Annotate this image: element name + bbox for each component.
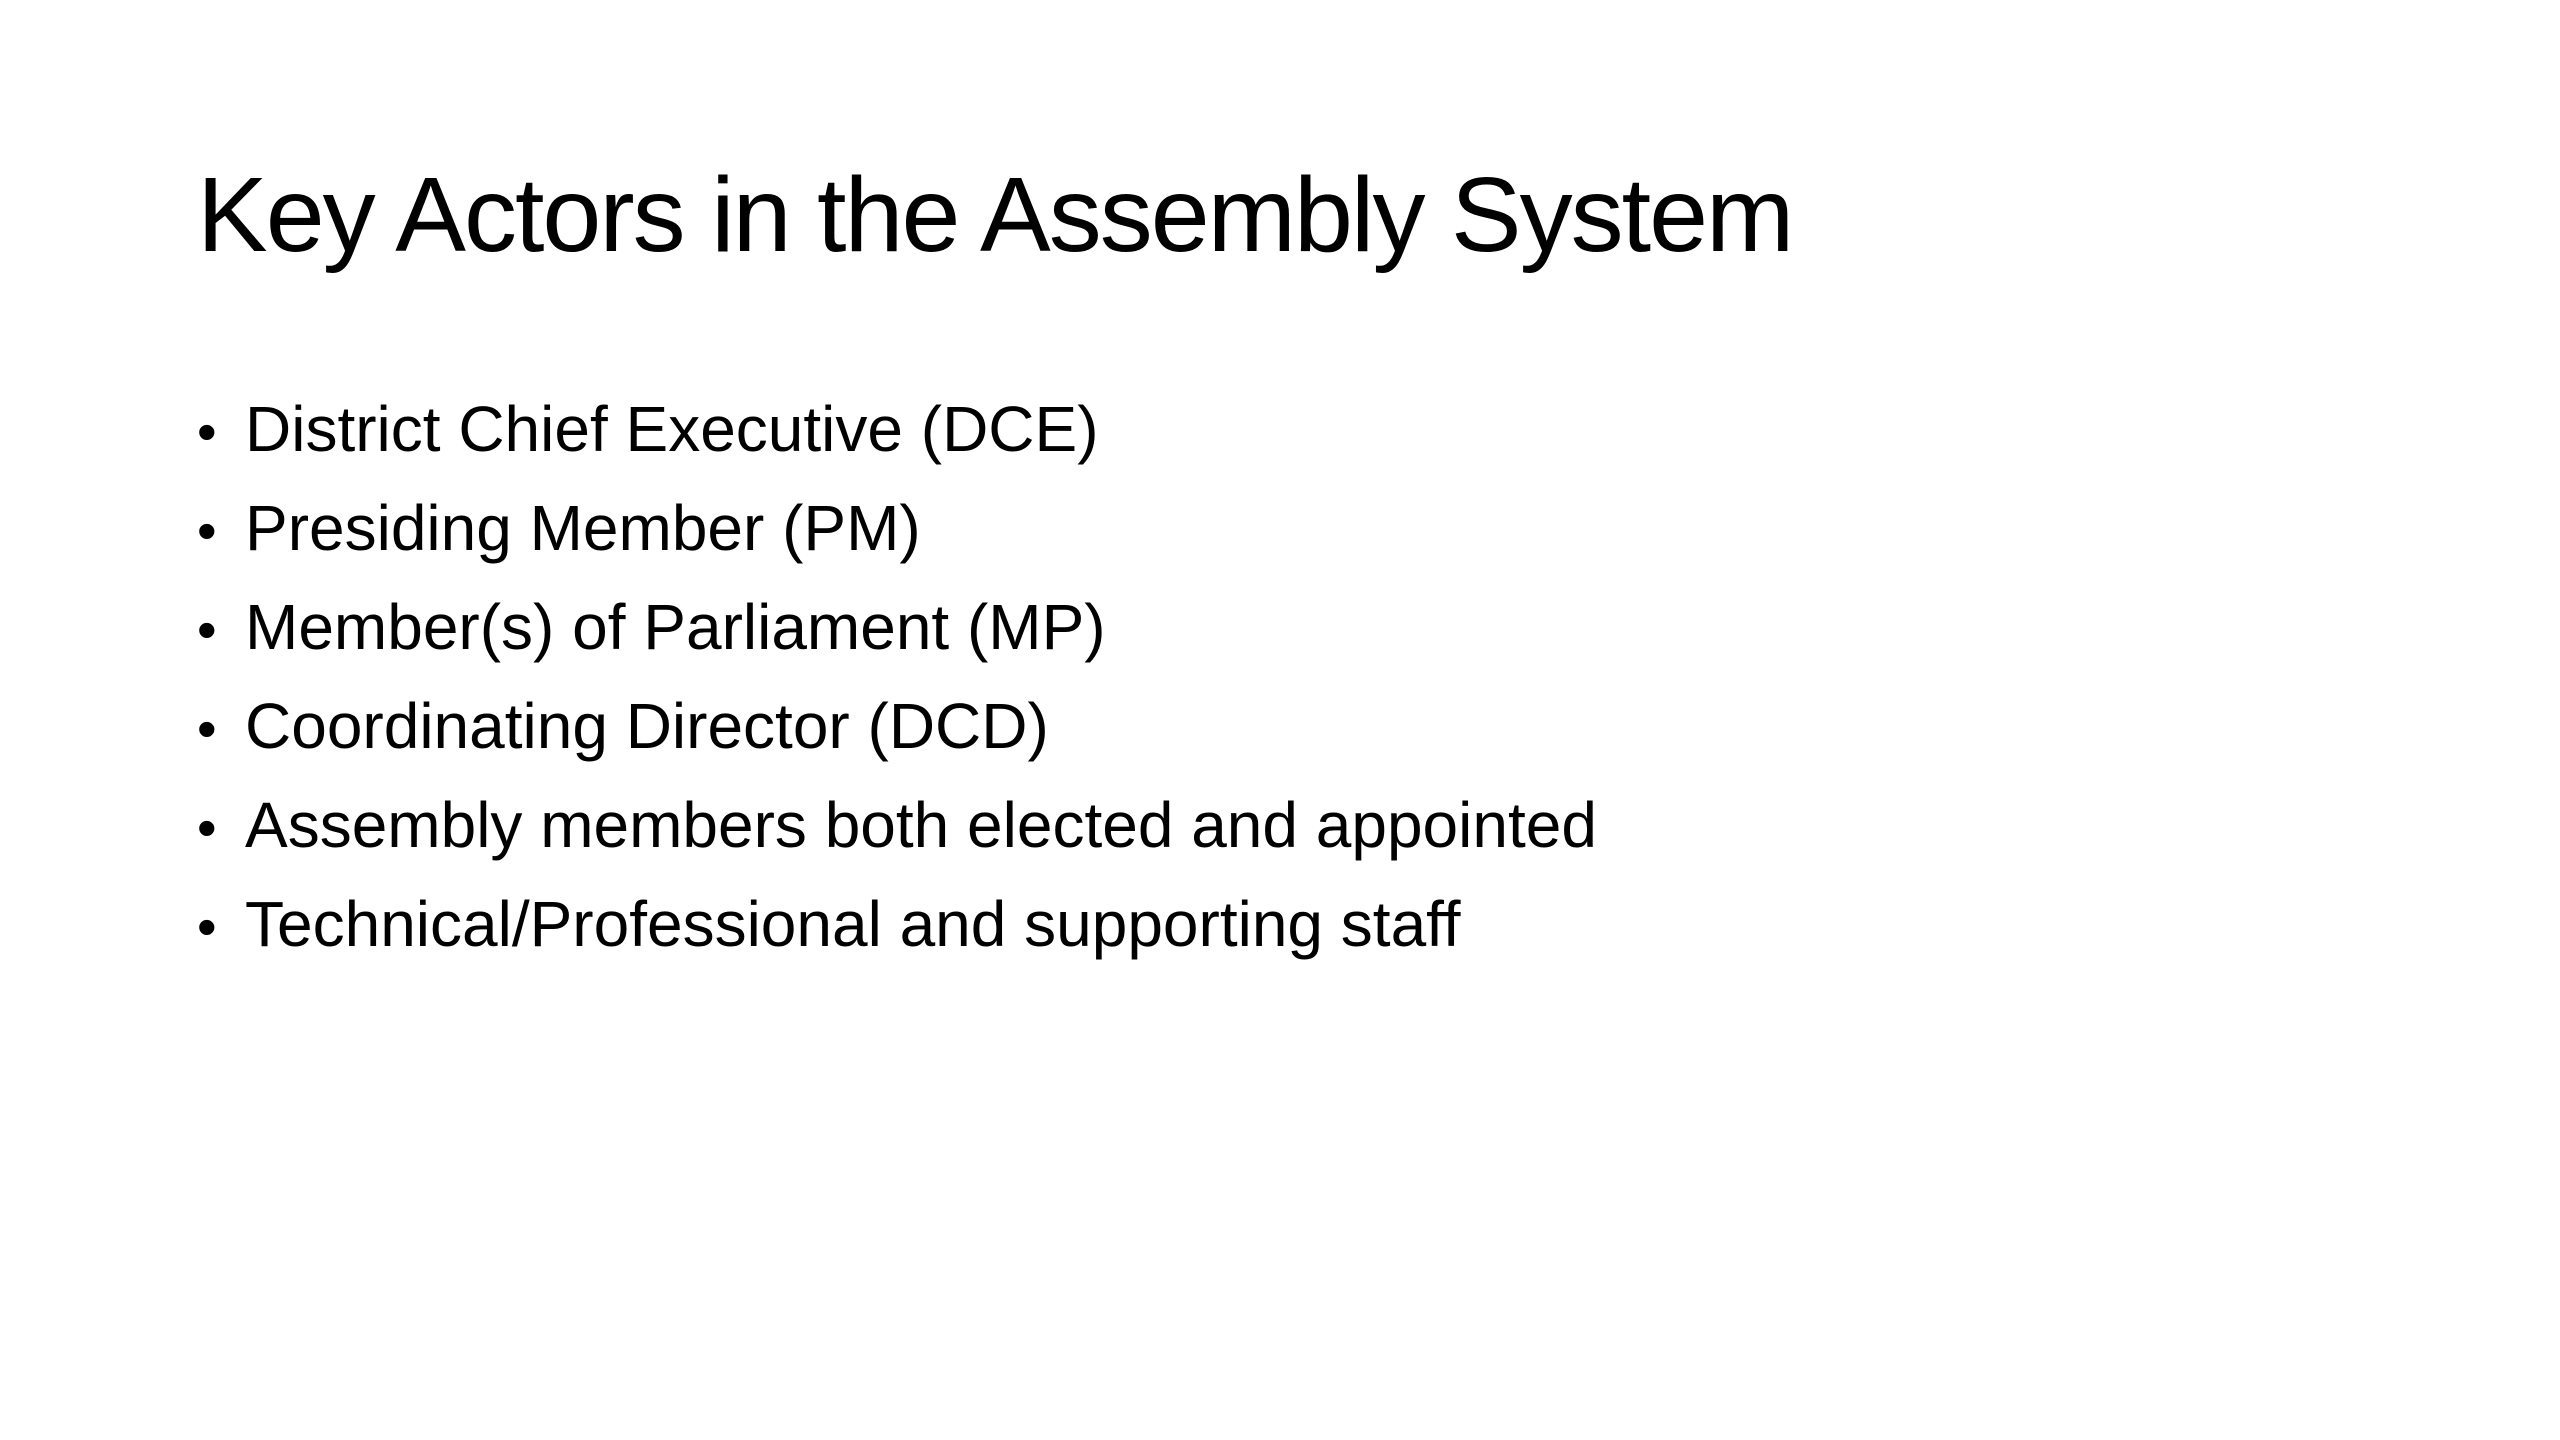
bullet-icon: • [197, 895, 217, 958]
bullet-text: District Chief Executive (DCE) [245, 393, 1099, 465]
bullet-icon: • [197, 796, 217, 859]
bullet-list [197, 380, 1597, 974]
list-item [197, 776, 1597, 875]
list-item [197, 875, 1597, 974]
bullet-icon: • [197, 400, 217, 463]
list-item [197, 578, 1597, 677]
bullet-icon: • [197, 598, 217, 661]
bullet-text: Technical/Professional and supporting staff [245, 888, 1461, 960]
bullet-icon: • [197, 697, 217, 760]
bullet-text: Presiding Member (PM) [245, 492, 921, 564]
bullet-text: Coordinating Director (DCD) [245, 690, 1049, 762]
list-item [197, 479, 1597, 578]
bullet-text: Member(s) of Parliament (MP) [245, 591, 1106, 663]
bullet-text: Assembly members both elected and appointed [245, 789, 1597, 861]
bullet-icon: • [197, 499, 217, 562]
slide-title: Key Actors in the Assembly System [197, 156, 1793, 274]
list-item [197, 380, 1597, 479]
list-item [197, 677, 1597, 776]
